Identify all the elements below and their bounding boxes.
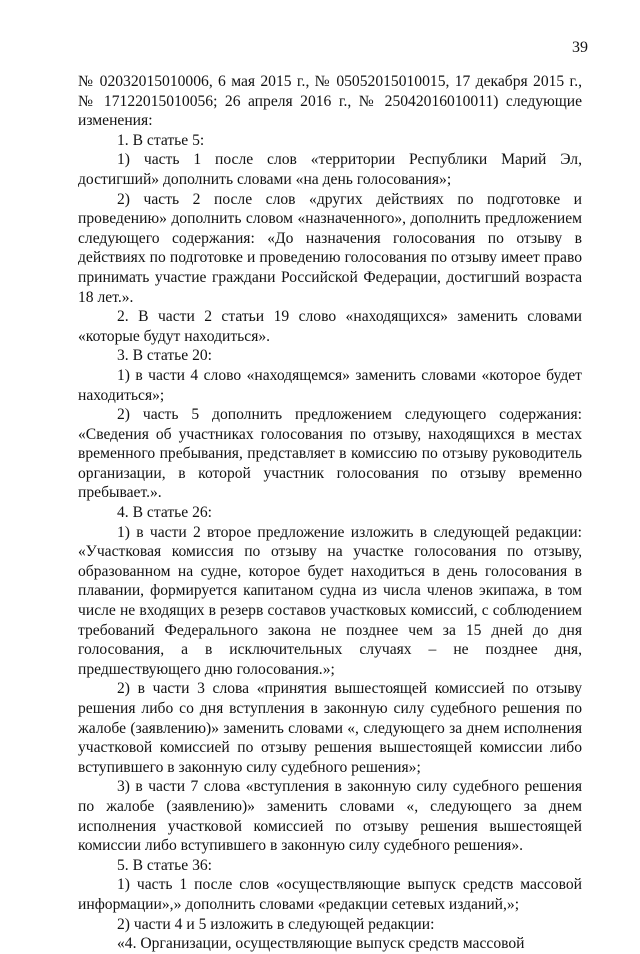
paragraph: 2) часть 2 после слов «других действиях по подготовке и проведению» дополнить словом «назначенного», дополнить предложением следующего содержания: «До назначения голосования по отзыву в действиях по подготовке и проведению голосования по отзыву имеет право принимать участие граждани Российской Федерации, достигший возраста 18 лет.». [78,190,582,306]
paragraph: 1) в части 2 второе предложение изложить в следующей редакции: «Участковая комиссия по отзыву на участке голосования по отзыву, образованном на судне, которое будет находиться в день голосования в плавании, формируется капитаном судна из числа членов экипажа, в том числе не входящих в резерв составов участковых комиссий, с соблюдением требований Федерального закона не позднее чем за 15 дней до дня голосования, а в исключительных случаях – не позднее дня, предшествующего дню голосования.»; [78,523,582,678]
page-number: 39 [572,39,588,56]
paragraph: 5. В статье 36: [117,856,213,874]
paragraph: 3. В статье 20: [117,347,213,365]
paragraph: 2) части 4 и 5 изложить в следующей редакции: [117,915,435,933]
paragraph: 2) в части 3 слова «принятия вышестоящей комиссией по отзыву решения либо со дня вступления в законную силу судебного решения по жалобе (заявлению)» заменить словами «, следующего за днем исполнения участковой комиссией по отзыву решения вышестоящей комиссии либо вступившего в законную силу судебного решения»; [78,680,582,776]
paragraph: 4. В статье 26: [117,504,213,522]
document-body [78,72,582,954]
paragraph: 2) часть 5 дополнить предложением следующего содержания: «Сведения об участниках голосования по отзыву, находящихся в местах временного пребывания, представляет в комиссию по отзыву руководитель организации, в которой участник голосования по отзыву временно пребывает.». [78,406,582,502]
paragraph: 1) часть 1 после слов «осуществляющие выпуск средств массовой информации»,» дополнить словами «редакции сетевых изданий,»; [78,876,582,913]
paragraph: 3) в части 7 слова «вступления в законную силу судебного решения по жалобе (заявлению)» заменить словами «, следующего за днем исполнения участковой комиссией по отзыву решения вышестоящей комиссии либо вступившего в законную силу судебного решения». [78,778,582,855]
paragraph: 1. В статье 5: [117,131,205,149]
paragraph: 1) в части 4 слово «находящемся» заменить словами «которое будет находиться»; [78,366,582,404]
paragraph: «4. Организации, осуществляющие выпуск средств массовой [117,935,525,953]
paragraph: 2. В части 2 статьи 19 слово «находящихся» заменить словами «которые будут находиться». [78,308,582,345]
paragraph: № 02032015010006, 6 мая 2015 г., № 05052015010015, 17 декабря 2015 г., № 17122015010056; 26 апреля 2016 г., № 25042016010011) следующие изменения: [78,73,582,130]
paragraph: 1) часть 1 после слов «территории Республики Марий Эл, достигший» дополнить словами «на день голосования»; [78,151,582,188]
